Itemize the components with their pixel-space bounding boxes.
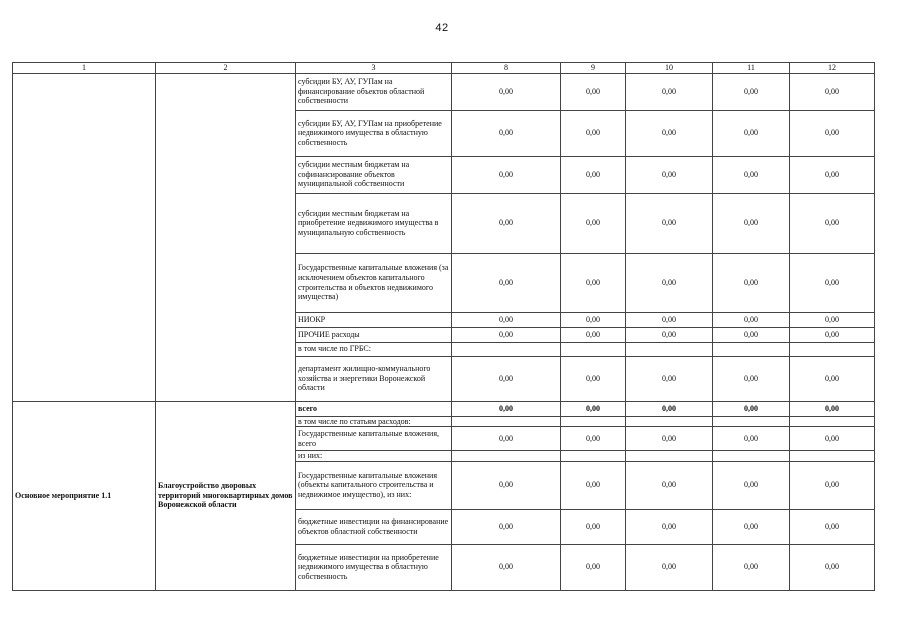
value-cell: 0,00 bbox=[790, 509, 875, 544]
value-cell: 0,00 bbox=[452, 356, 561, 401]
value-cell: 0,00 bbox=[452, 327, 561, 342]
value-cell: 0,00 bbox=[561, 312, 626, 327]
row-label: НИОКР bbox=[296, 312, 452, 327]
row-label: субсидии местным бюджетам на приобретение недвижимого имущества в муниципальную собственность bbox=[296, 193, 452, 253]
value-cell: 0,00 bbox=[452, 401, 561, 416]
value-cell: 0,00 bbox=[790, 401, 875, 416]
row-label: в том числе по статьям расходов: bbox=[296, 416, 452, 427]
col-header-12: 12 bbox=[790, 63, 875, 74]
value-cell: 0,00 bbox=[626, 156, 713, 193]
value-cell: 0,00 bbox=[790, 356, 875, 401]
value-cell bbox=[713, 451, 790, 462]
col-header-1: 1 bbox=[13, 63, 156, 74]
value-cell: 0,00 bbox=[452, 156, 561, 193]
value-cell: 0,00 bbox=[790, 327, 875, 342]
value-cell: 0,00 bbox=[790, 193, 875, 253]
value-cell: 0,00 bbox=[561, 356, 626, 401]
col-header-9: 9 bbox=[561, 63, 626, 74]
col-header-10: 10 bbox=[626, 63, 713, 74]
value-cell: 0,00 bbox=[452, 193, 561, 253]
row-label: департамент жилищно-коммунального хозяйства и энергетики Воронежской области bbox=[296, 356, 452, 401]
value-cell: 0,00 bbox=[561, 110, 626, 156]
value-cell: 0,00 bbox=[626, 427, 713, 451]
value-cell: 0,00 bbox=[790, 461, 875, 509]
value-cell: 0,00 bbox=[713, 461, 790, 509]
row-label: Государственные капитальные вложения (за исключением объектов капитального строительства и объектов недвижимого имущества) bbox=[296, 253, 452, 312]
value-cell: 0,00 bbox=[452, 110, 561, 156]
col-header-2: 2 bbox=[156, 63, 296, 74]
value-cell: 0,00 bbox=[561, 427, 626, 451]
value-cell: 0,00 bbox=[790, 312, 875, 327]
value-cell: 0,00 bbox=[626, 544, 713, 590]
value-cell: 0,00 bbox=[626, 73, 713, 110]
table-row bbox=[13, 73, 875, 110]
value-cell bbox=[452, 451, 561, 462]
value-cell: 0,00 bbox=[452, 544, 561, 590]
activity-title-cell: Благоустройство дворовых территорий многоквартирных домов Воронежской области bbox=[156, 401, 296, 590]
value-cell bbox=[790, 451, 875, 462]
table-row bbox=[13, 401, 875, 416]
value-cell bbox=[452, 342, 561, 356]
value-cell: 0,00 bbox=[626, 401, 713, 416]
row-label: Государственные капитальные вложения, всего bbox=[296, 427, 452, 451]
row-label: бюджетные инвестиции на приобретение недвижимого имущества в областную собственность bbox=[296, 544, 452, 590]
row-label: субсидии БУ, АУ, ГУПам на финансирование объектов областной собственности bbox=[296, 73, 452, 110]
value-cell: 0,00 bbox=[713, 327, 790, 342]
value-cell: 0,00 bbox=[626, 509, 713, 544]
value-cell: 0,00 bbox=[713, 427, 790, 451]
value-cell: 0,00 bbox=[626, 461, 713, 509]
col-header-11: 11 bbox=[713, 63, 790, 74]
value-cell: 0,00 bbox=[713, 253, 790, 312]
value-cell: 0,00 bbox=[452, 312, 561, 327]
page-number: 42 bbox=[435, 22, 449, 34]
value-cell: 0,00 bbox=[713, 401, 790, 416]
value-cell: 0,00 bbox=[713, 193, 790, 253]
value-cell: 0,00 bbox=[790, 427, 875, 451]
row-label: ПРОЧИЕ расходы bbox=[296, 327, 452, 342]
value-cell bbox=[713, 416, 790, 427]
row-label: бюджетные инвестиции на финансирование объектов областной собственности bbox=[296, 509, 452, 544]
blank-col-1-cell bbox=[13, 73, 156, 401]
value-cell: 0,00 bbox=[790, 110, 875, 156]
value-cell bbox=[561, 416, 626, 427]
value-cell: 0,00 bbox=[713, 509, 790, 544]
value-cell: 0,00 bbox=[790, 544, 875, 590]
value-cell: 0,00 bbox=[452, 509, 561, 544]
value-cell bbox=[713, 342, 790, 356]
value-cell: 0,00 bbox=[561, 544, 626, 590]
row-label: субсидии БУ, АУ, ГУПам на приобретение недвижимого имущества в областную собственность bbox=[296, 110, 452, 156]
row-label: всего bbox=[296, 401, 452, 416]
value-cell: 0,00 bbox=[561, 401, 626, 416]
value-cell: 0,00 bbox=[452, 253, 561, 312]
value-cell: 0,00 bbox=[561, 73, 626, 110]
value-cell bbox=[790, 342, 875, 356]
value-cell: 0,00 bbox=[790, 253, 875, 312]
blank-col-2-cell bbox=[156, 73, 296, 401]
value-cell: 0,00 bbox=[713, 156, 790, 193]
value-cell: 0,00 bbox=[713, 73, 790, 110]
value-cell: 0,00 bbox=[626, 327, 713, 342]
row-label: из них: bbox=[296, 451, 452, 462]
value-cell: 0,00 bbox=[452, 73, 561, 110]
value-cell bbox=[561, 451, 626, 462]
value-cell: 0,00 bbox=[561, 509, 626, 544]
activity-name-cell: Основное мероприятие 1.1 bbox=[13, 401, 156, 590]
value-cell: 0,00 bbox=[790, 156, 875, 193]
value-cell: 0,00 bbox=[561, 327, 626, 342]
row-label: Государственные капитальные вложения (объекты капитального строительства и недвижимое имущество), из них: bbox=[296, 461, 452, 509]
value-cell: 0,00 bbox=[561, 253, 626, 312]
value-cell: 0,00 bbox=[561, 461, 626, 509]
value-cell bbox=[626, 342, 713, 356]
value-cell bbox=[790, 416, 875, 427]
value-cell: 0,00 bbox=[713, 110, 790, 156]
value-cell bbox=[626, 416, 713, 427]
col-header-3: 3 bbox=[296, 63, 452, 74]
value-cell: 0,00 bbox=[626, 193, 713, 253]
col-header-8: 8 bbox=[452, 63, 561, 74]
value-cell: 0,00 bbox=[713, 356, 790, 401]
value-cell: 0,00 bbox=[561, 193, 626, 253]
row-label: в том числе по ГРБС: bbox=[296, 342, 452, 356]
value-cell: 0,00 bbox=[561, 156, 626, 193]
value-cell: 0,00 bbox=[626, 312, 713, 327]
value-cell bbox=[626, 451, 713, 462]
value-cell: 0,00 bbox=[452, 461, 561, 509]
value-cell: 0,00 bbox=[713, 544, 790, 590]
value-cell: 0,00 bbox=[626, 356, 713, 401]
value-cell: 0,00 bbox=[626, 110, 713, 156]
value-cell bbox=[561, 342, 626, 356]
value-cell: 0,00 bbox=[790, 73, 875, 110]
value-cell: 0,00 bbox=[713, 312, 790, 327]
value-cell: 0,00 bbox=[452, 427, 561, 451]
value-cell bbox=[452, 416, 561, 427]
value-cell: 0,00 bbox=[626, 253, 713, 312]
budget-table bbox=[12, 62, 875, 591]
row-label: субсидии местным бюджетам на софинансирование объектов муниципальной собственности bbox=[296, 156, 452, 193]
column-number-row bbox=[13, 63, 875, 74]
